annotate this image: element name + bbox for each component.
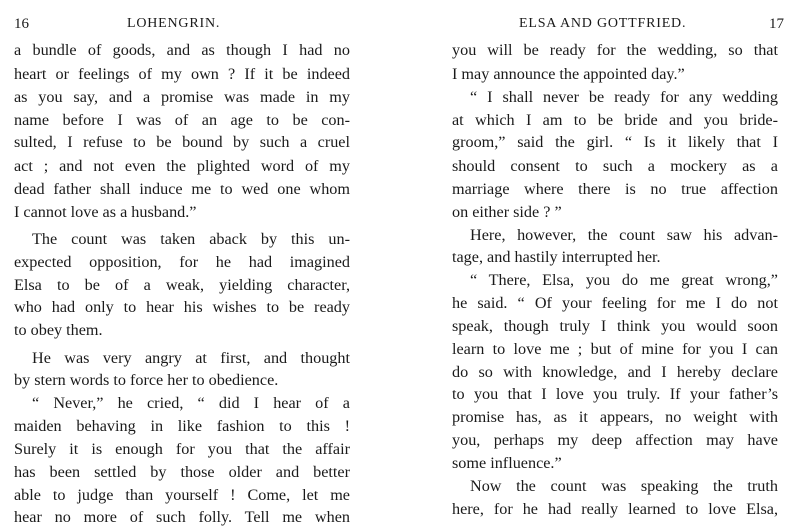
text-line: who had only to hear his wishes to be ready [14,298,350,316]
left-running-header [14,16,350,36]
text-line: at which I am to be bride and you bride- [452,111,778,129]
text-line: I may announce the appointed day.” [452,65,685,83]
text-line: Here, however, the count saw his advan- [470,226,778,244]
text-line: dead father shall induce me to wed one whom [14,180,350,198]
text-line: as you say, and a promise was made in my [14,88,350,106]
text-line: to obey them. [14,321,103,339]
text-line: hear no more of such folly. Tell me when [14,508,350,526]
text-line: learn to love me ; but of mine for you I can [452,340,778,358]
text-line: a bundle of goods, and as though I had no [14,41,350,59]
text-line: name before I was of an age to be con- [14,111,350,129]
text-line: “ There, Elsa, you do me great wrong,” [470,271,778,289]
left-page-number: 16 [14,16,29,32]
text-line: Elsa to be of a weak, yielding character, [14,276,350,294]
text-line: act ; and not even the plighted word of my [14,157,350,175]
text-line: some influence.” [452,454,562,472]
text-line: on either side ? ” [452,203,562,221]
text-line: to you that I love you truly. If your father’s [452,385,778,403]
text-line: sulted, I refuse to be bound by such a cruel [14,133,350,151]
text-line: heart or feelings of my own ? If it be indeed [14,65,350,83]
text-line: here, for he had really learned to love Elsa, [452,500,778,518]
text-line: marriage where there is no true affection [452,180,778,198]
right-running-header [452,16,784,36]
text-line: The count was taken aback by this un- [32,230,350,248]
text-line: expected opposition, for he had imagined [14,253,350,271]
right-running-title: ELSA AND GOTTFRIED. [519,16,687,31]
text-line: by stern words to force her to obedience. [14,371,279,389]
text-line: has been settled by those older and better [14,463,350,481]
text-line: you, perhaps my deep affection may have [452,431,778,449]
text-line: Now the count was speaking the truth [470,477,778,495]
left-running-title: LOHENGRIN. [127,16,221,31]
text-line: groom,” said the girl. “ Is it likely that I [452,133,778,151]
right-page-number: 17 [769,16,784,32]
text-line: He was very angry at first, and thought [32,349,350,367]
text-line: “ I shall never be ready for any wedding [470,88,778,106]
text-line: speak, though truly I think you would soon [452,317,778,335]
text-line: he said. “ Of your feeling for me I do not [452,294,778,312]
text-line: should consent to such a mockery as a [452,157,778,175]
text-line: do so with knowledge, and I hereby declare [452,363,778,381]
text-line: able to judge than yourself ! Come, let me [14,486,350,504]
text-line: I cannot love as a husband.” [14,203,197,221]
text-line: maiden behaving in like fashion to this ! [14,417,350,435]
text-line: you will be ready for the wedding, so that [452,41,778,59]
text-line: promise has, as it appears, no weight with [452,408,778,426]
text-line: “ Never,” he cried, “ did I hear of a [32,394,350,412]
text-line: tage, and hastily interrupted her. [452,248,661,266]
text-line: Surely it is enough for you that the affair [14,440,350,458]
